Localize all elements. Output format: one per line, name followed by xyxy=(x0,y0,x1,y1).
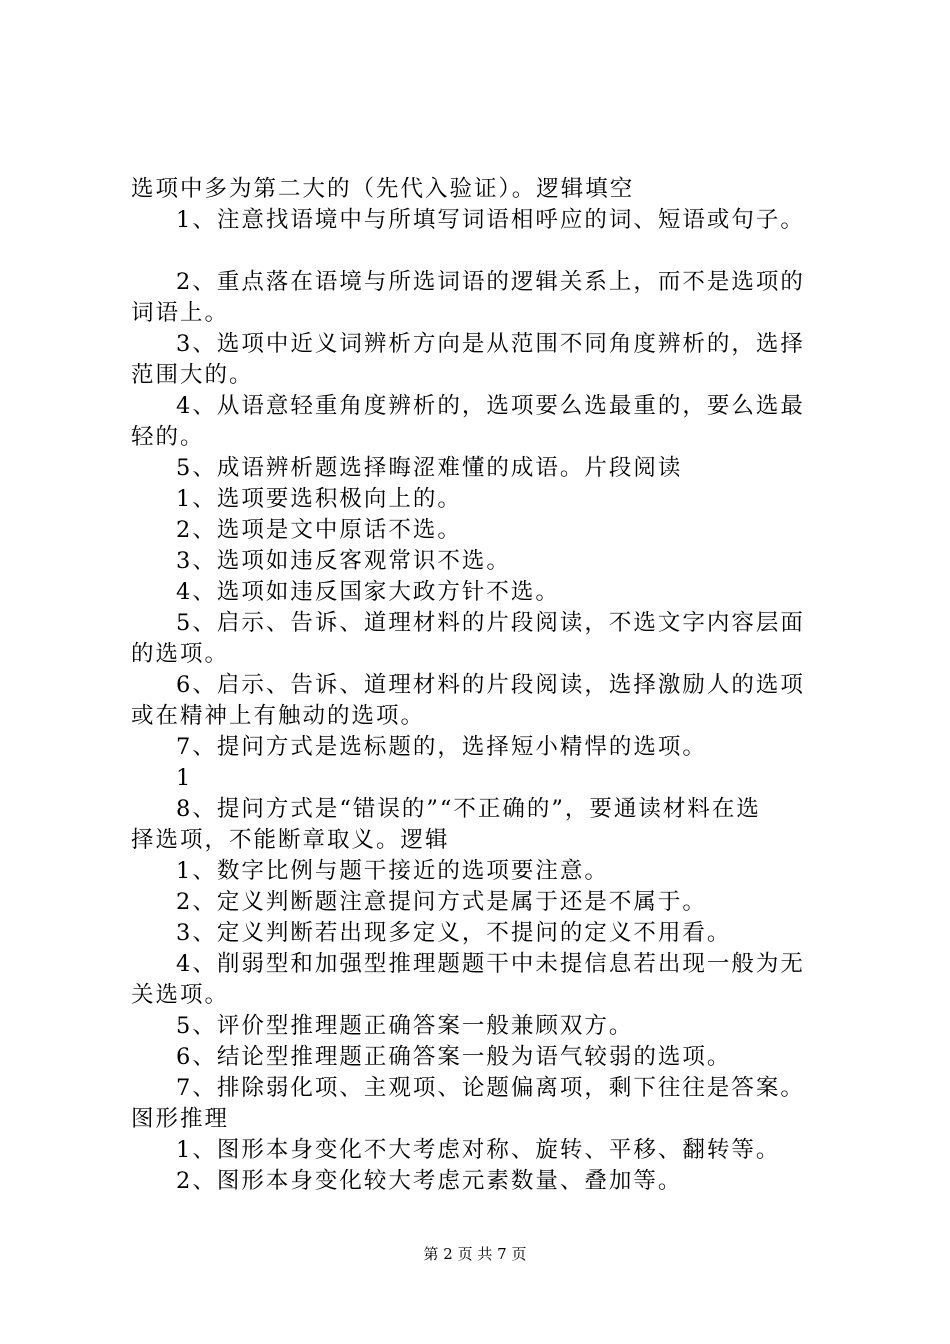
text-line: 5、评价型推理题正确答案一般兼顾双方。 xyxy=(176,1013,634,1039)
text-line: 词语上。 xyxy=(131,300,230,326)
text-line: 2、重点落在语境与所选词语的逻辑关系上，而不是选项的 xyxy=(176,269,805,295)
document-body xyxy=(131,174,831,1197)
text-line: 图形推理 xyxy=(131,1106,230,1132)
text-line: 1、注意找语境中与所填写词语相呼应的词、短语或句子。 xyxy=(176,207,805,233)
text-line: 选项中多为第二大的（先代入验证）。逻辑填空 xyxy=(131,176,635,202)
text-line: 3、选项中近义词辨析方向是从范围不同角度辨析的，选择 xyxy=(176,331,805,357)
text-line: 5、成语辨析题选择晦涩难懂的成语。片段阅读 xyxy=(176,455,683,481)
text-line: 7、提问方式是选标题的，选择短小精悍的选项。 xyxy=(176,734,707,760)
text-line: 3、选项如违反客观常识不选。 xyxy=(176,548,511,574)
text-line: 2、图形本身变化较大考虑元素数量、叠加等。 xyxy=(176,1168,683,1194)
text-line: 1、图形本身变化不大考虑对称、旋转、平移、翻转等。 xyxy=(176,1137,781,1163)
text-line: 4、削弱型和加强型推理题题干中未提信息若出现一般为无 xyxy=(176,951,805,977)
text-line: 择选项，不能断章取义。逻辑 xyxy=(131,827,450,853)
text-line: 6、结论型推理题正确答案一般为语气较弱的选项。 xyxy=(176,1044,732,1070)
text-line: 5、启示、告诉、道理材料的片段阅读，不选文字内容层面 xyxy=(176,610,805,636)
text-line: 6、启示、告诉、道理材料的片段阅读，选择激励人的选项 xyxy=(176,672,805,698)
text-line: 范围大的。 xyxy=(131,362,254,388)
text-line: 轻的。 xyxy=(131,424,205,450)
text-line: 7、排除弱化项、主观项、论题偏离项，剩下往往是答案。 xyxy=(176,1075,805,1101)
text-line: 2、选项是文中原话不选。 xyxy=(176,517,462,543)
text-line: 关选项。 xyxy=(131,982,230,1008)
text-line: 1、选项要选积极向上的。 xyxy=(176,486,462,512)
text-line: 2、定义判断题注意提问方式是属于还是不属于。 xyxy=(176,889,707,915)
text-line: 3、定义判断若出现多定义，不提问的定义不用看。 xyxy=(176,920,732,946)
text-line: 的选项。 xyxy=(131,641,230,667)
text-line: 或在精神上有触动的选项。 xyxy=(131,703,426,729)
text-line: 8、提问方式是“错误的”“不正确的”，要通读材料在选 xyxy=(176,796,761,822)
text-line: 4、选项如违反国家大政方针不选。 xyxy=(176,579,560,605)
text-line: 4、从语意轻重角度辨析的，选项要么选最重的，要么选最 xyxy=(176,393,805,419)
text-line: 1、数字比例与题干接近的选项要注意。 xyxy=(176,858,609,884)
page-footer: 第 2 页 共 7 页 xyxy=(423,1245,527,1263)
text-line: 1 xyxy=(176,765,193,791)
blank-line xyxy=(131,236,831,267)
